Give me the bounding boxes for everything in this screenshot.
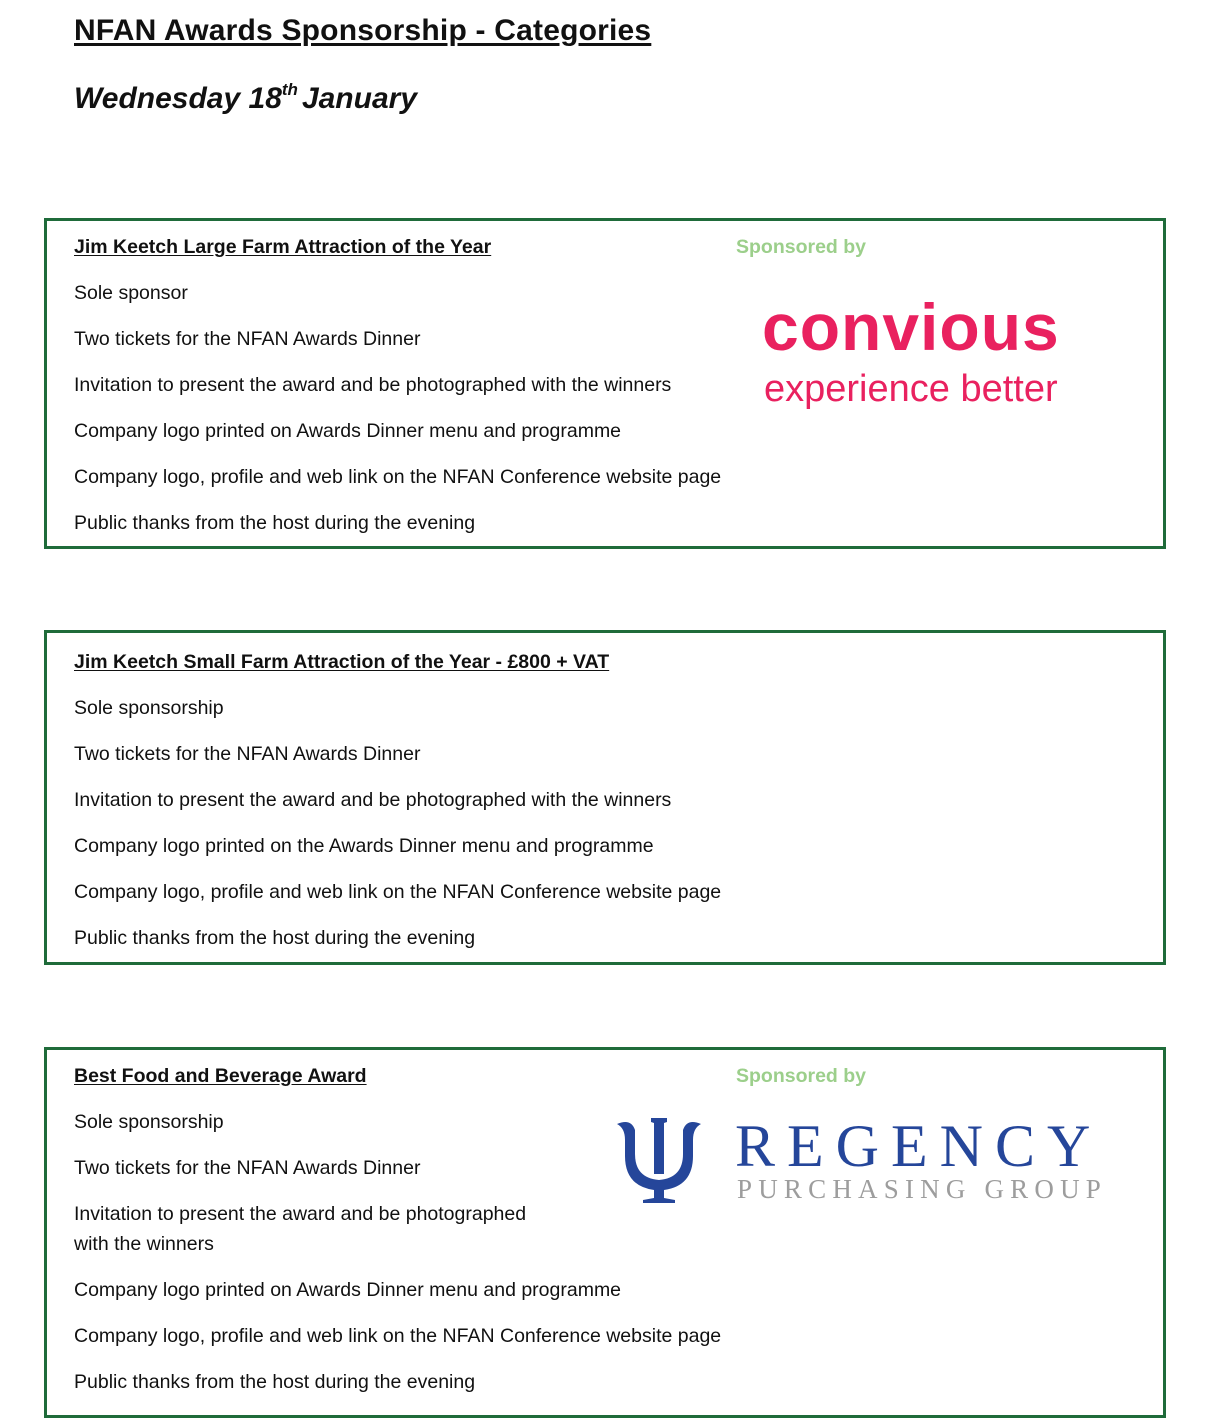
category-box-small-farm [44, 630, 1166, 965]
list-item: Sole sponsor [74, 282, 188, 304]
sponsored-by-label: Sponsored by [736, 1065, 867, 1087]
category-box-large-farm [44, 218, 1166, 549]
convious-logo-name: convious [762, 290, 1060, 364]
list-item: Two tickets for the NFAN Awards Dinner [74, 743, 421, 765]
list-item: Public thanks from the host during the evening [74, 1371, 476, 1393]
list-item: Company logo printed on Awards Dinner menu and programme [74, 1279, 622, 1301]
list-item: Public thanks from the host during the evening [74, 927, 476, 949]
list-item: Sole sponsorship [74, 1111, 224, 1133]
regency-logo-tagline: PURCHASING GROUP [737, 1174, 1108, 1204]
convious-logo [762, 291, 1134, 411]
category-heading: Jim Keetch Small Farm Attraction of the Year - £800 + VAT [74, 651, 610, 673]
date-month: January [301, 82, 418, 115]
category-heading: Best Food and Beverage Award [74, 1065, 367, 1087]
date-ordinal: th [281, 80, 298, 99]
regency-logo [609, 1114, 1139, 1210]
document-title: NFAN Awards Sponsorship - Categories [74, 14, 652, 47]
list-item: Two tickets for the NFAN Awards Dinner [74, 1157, 421, 1179]
sponsored-by-label: Sponsored by [736, 236, 867, 258]
list-item: Invitation to present the award and be photographed with the winners [74, 374, 672, 396]
list-item: Company logo printed on the Awards Dinner menu and programme [74, 835, 654, 857]
list-item: Company logo, profile and web link on the NFAN Conference website page [74, 1325, 722, 1347]
list-item: Sole sponsorship [74, 697, 224, 719]
list-item: Company logo printed on Awards Dinner menu and programme [74, 420, 622, 442]
list-item: with the winners [74, 1233, 214, 1255]
list-item: Company logo, profile and web link on the NFAN Conference website page [74, 881, 722, 903]
date-weekday: Wednesday 18 [74, 82, 282, 115]
category-heading: Jim Keetch Large Farm Attraction of the Year [74, 236, 492, 258]
list-item: Invitation to present the award and be photographed with the winners [74, 789, 672, 811]
event-date [74, 80, 417, 116]
regency-logo-name: REGENCY [735, 1113, 1103, 1179]
list-item: Public thanks from the host during the evening [74, 512, 476, 534]
list-item: Invitation to present the award and be photographed [74, 1203, 527, 1225]
psi-icon [609, 1114, 709, 1204]
list-item: Two tickets for the NFAN Awards Dinner [74, 328, 421, 350]
convious-logo-tagline: experience better [764, 368, 1058, 410]
category-box-food-beverage [44, 1047, 1166, 1418]
list-item: Company logo, profile and web link on the NFAN Conference website page [74, 466, 722, 488]
